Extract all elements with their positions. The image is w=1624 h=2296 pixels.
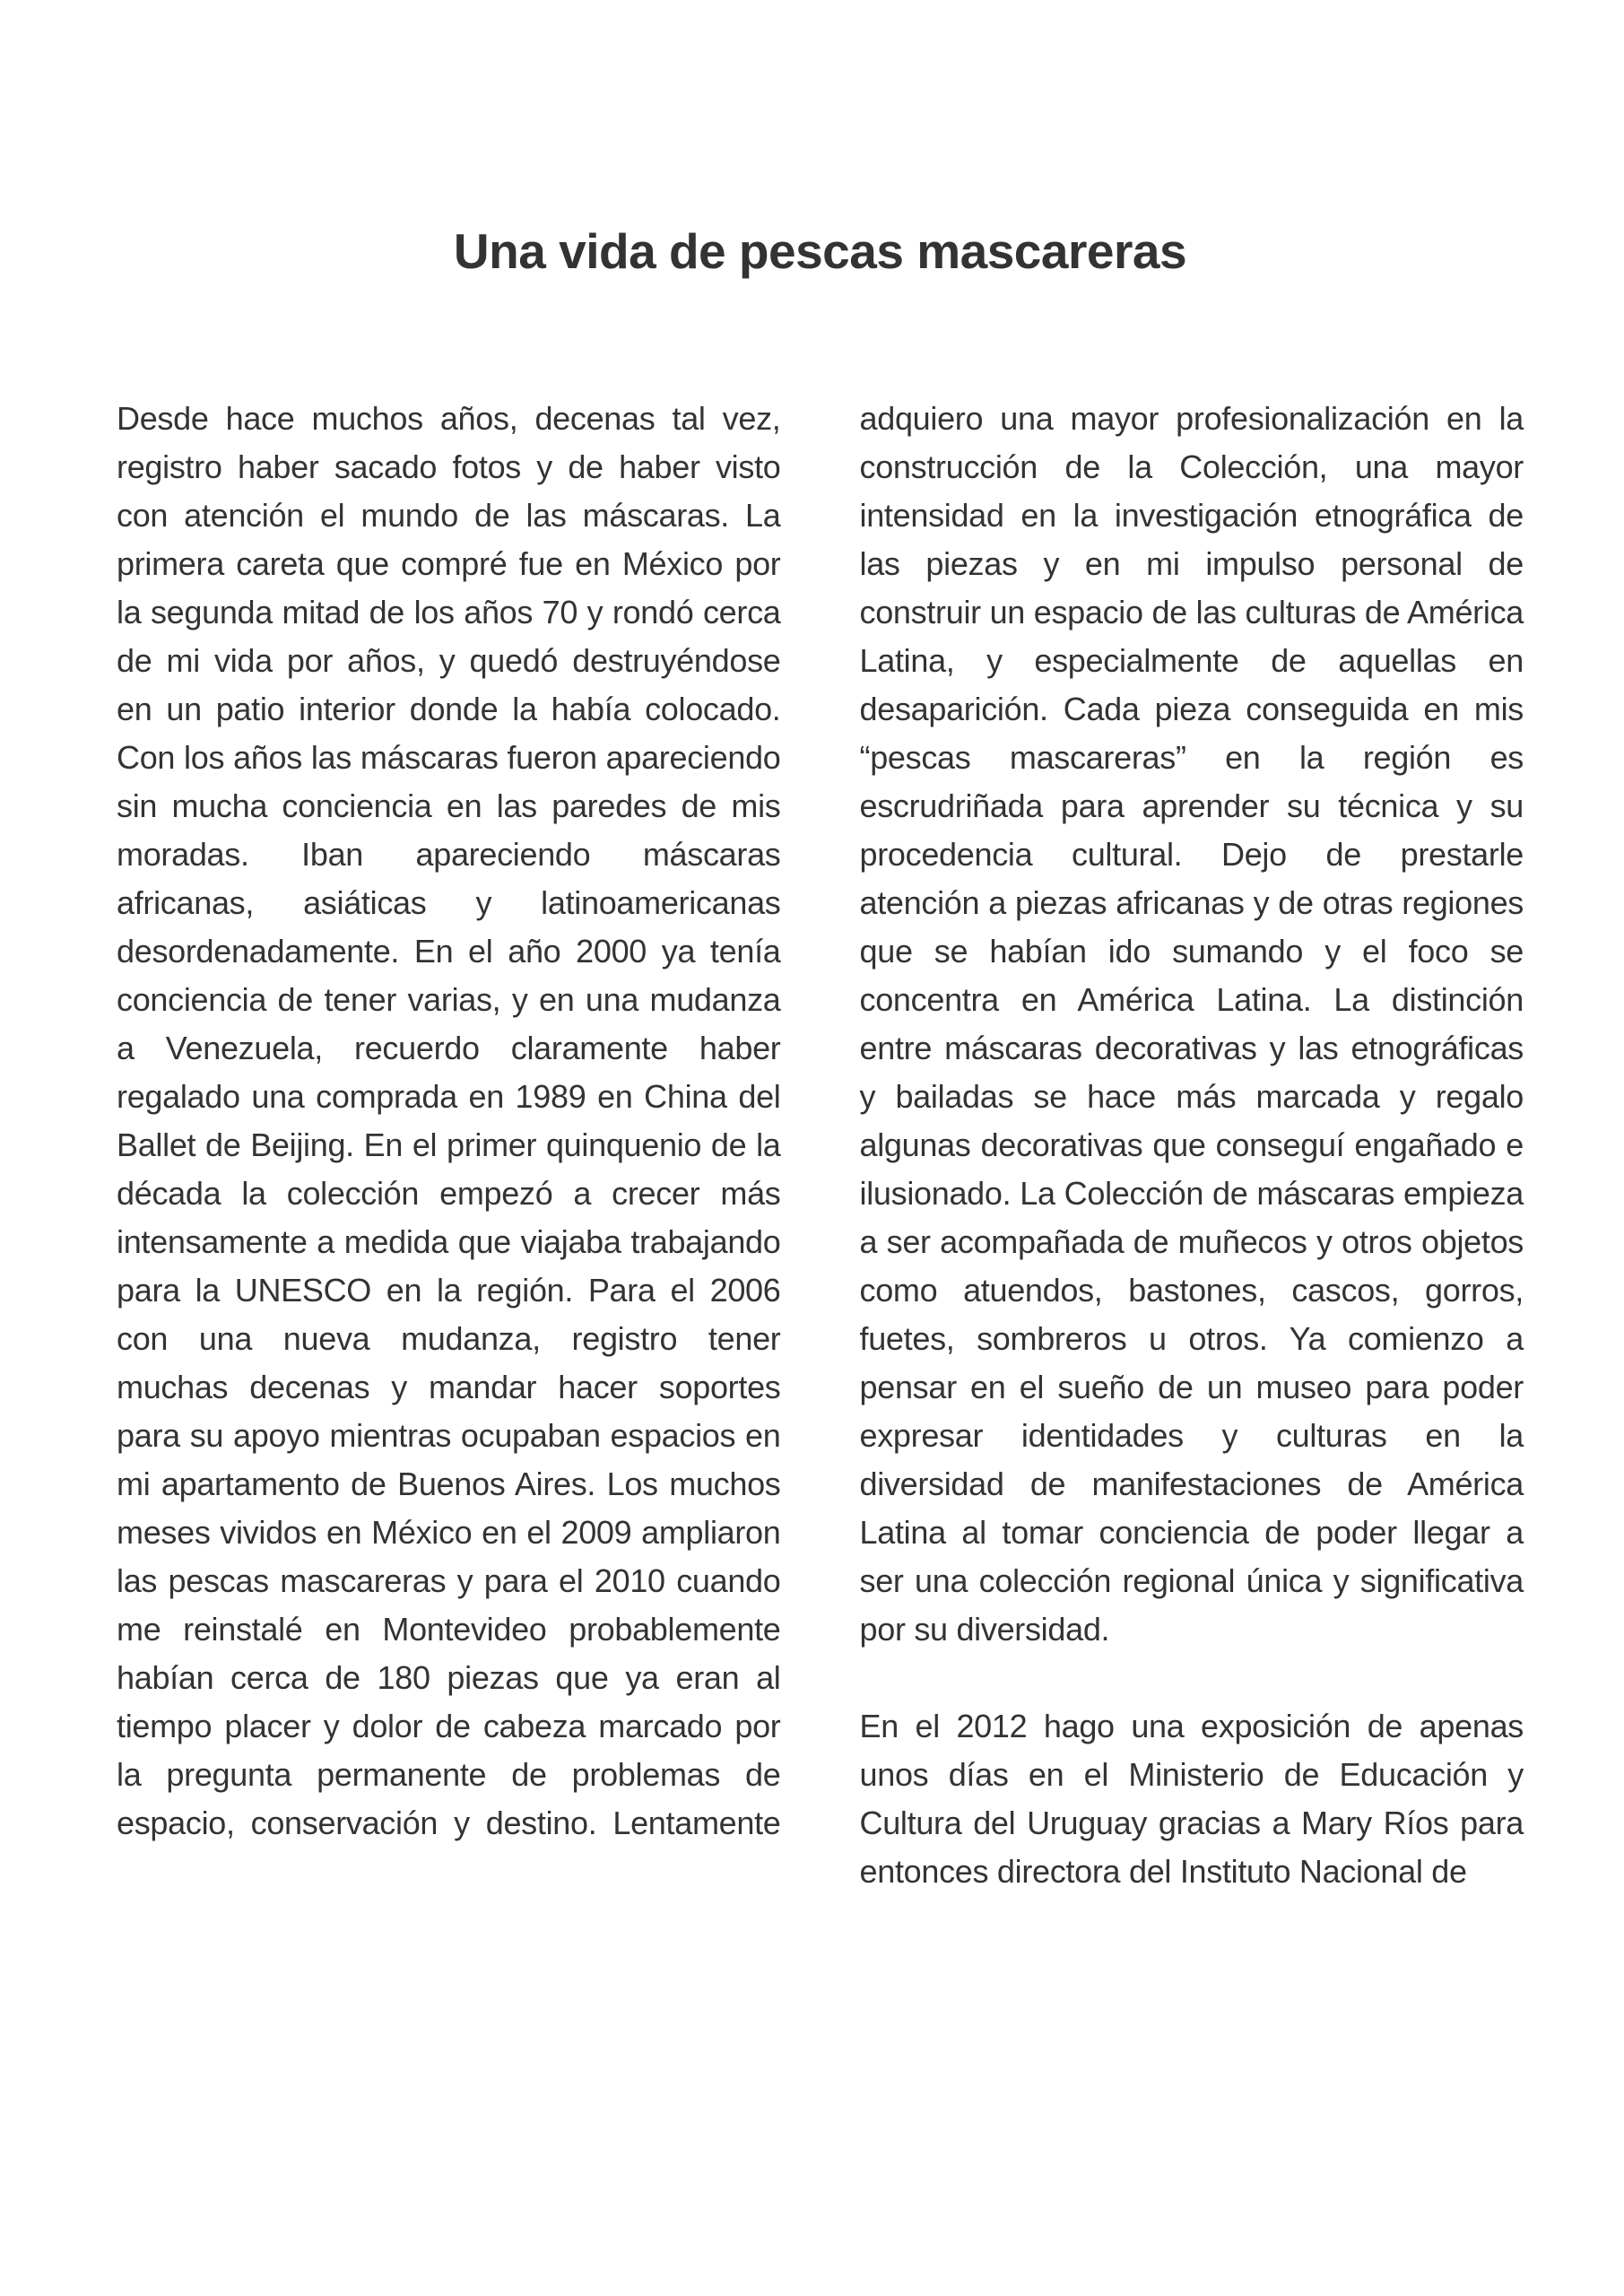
- paragraph: Desde hace muchos años, decenas tal vez, registro haber sacado fotos y de haber visto con atención el mundo de las máscaras. La primera careta que compré fue en México por la segunda mitad de los años 70 y rondó cerca de mi vida por años, y quedó destruyéndose en un patio interior donde la había colocado. Con los años las máscaras fueron apareciendo sin mucha conciencia en las paredes de mis moradas. Iban apareciendo máscaras africanas, asiáticas y latinoamericanas desordenadamente. En el año 2000 ya tenía conciencia de tener varias, y en una mudanza a Venezuela, recuerdo claramente haber regalado una comprada en 1989 en China del Ballet de Beijing. En el primer quinquenio de la década la colección empezó a crecer más intensamente a medida que viajaba trabajando para la UNESCO en la región. Para el 2006 con una nueva mudanza, registro tener muchas decenas y mandar hacer soportes para su apoyo mientras ocupaban espacios en mi apartamento de Buenos Aires. Los muchos meses vividos en México en el 2009 ampliaron las pescas mascareras y para el 2010 cuando me reinstalé en Montevideo probablemente habían cerca de 180 piezas que ya eran al tiempo placer y dolor de cabeza marcado por la pregunta permanente de problemas de espacio, conservación y destino. Lentamente: [117, 400, 781, 1841]
- page-title: Una vida de pescas mascareras: [453, 223, 1187, 279]
- text-column-left: [117, 395, 781, 1896]
- paragraph: En el 2012 hago una exposición de apenas unos días en el Ministerio de Educación y Cultura del Uruguay gracias a Mary Ríos para entonces directora del Instituto Nacional de: [859, 1708, 1524, 1890]
- text-column-right: [860, 395, 1524, 1896]
- paragraph: adquiero una mayor profesionalización en la construcción de la Colección, una mayor intensidad en la investigación etnográfica de las piezas y en mi impulso personal de construir un espacio de las culturas de América Latina, y especialmente de aquellas en desaparición. Cada pieza conseguida en mis “pescas mascareras” en la región es escrudriñada para aprender su técnica y su procedencia cultural. Dejo de prestarle atención a piezas africanas y de otras regiones que se habían ido sumando y el foco se concentra en América Latina. La distinción entre máscaras decorativas y las etnográficas y bailadas se hace más marcada y regalo algunas decorativas que conseguí engañado e ilusionado. La Colección de máscaras empieza a ser acompañada de muñecos y otros objetos como atuendos, bastones, cascos, gorros, fuetes, sombreros u otros. Ya comienzo a pensar en el sueño de un museo para poder expresar identidades y culturas en la diversidad de manifestaciones de América Latina al tomar conciencia de poder llegar a ser una colección regional única y significativa por su diversidad.: [859, 400, 1524, 1648]
- text-columns: [117, 395, 1524, 1896]
